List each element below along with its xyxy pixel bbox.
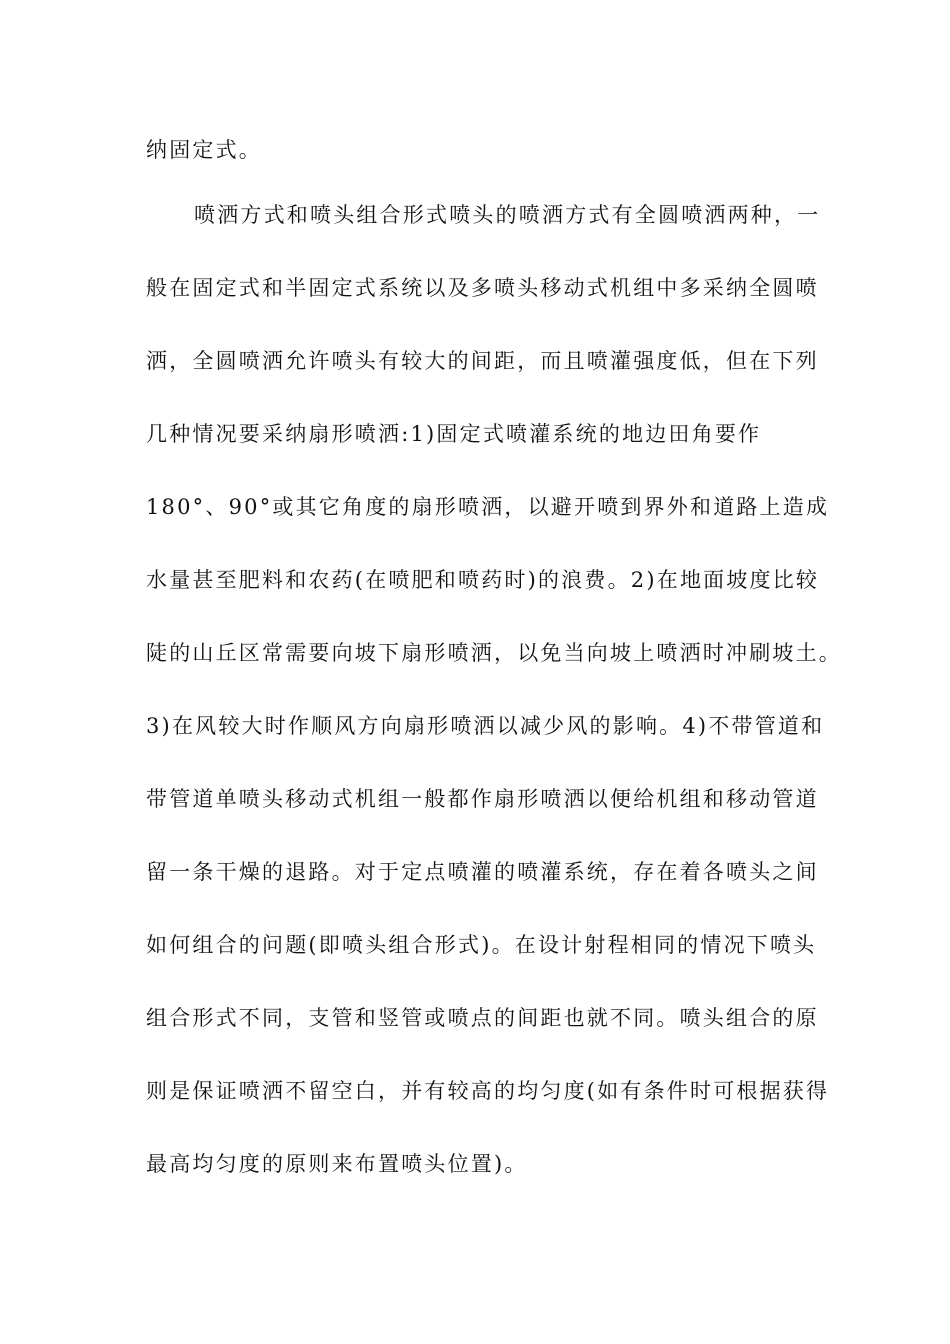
- text-line: 组合形式不同，支管和竖管或喷点的间距也就不同。喷头组合的原: [146, 1006, 819, 1030]
- text-line: 般在固定式和半固定式系统以及多喷头移动式机组中多采纳全圆喷: [146, 276, 819, 300]
- text-line: 如何组合的问题(即喷头组合形式)。在设计射程相同的情况下喷头: [146, 933, 817, 957]
- text-line: 留一条干燥的退路。对于定点喷灌的喷灌系统，存在着各喷头之间: [146, 860, 819, 884]
- text-line: 水量甚至肥料和农药(在喷肥和喷药时)的浪费。2)在地面坡度比较: [146, 568, 820, 592]
- text-line: 几种情况要采纳扇形喷洒:1)固定式喷灌系统的地边田角要作: [146, 422, 762, 446]
- text-line: 3)在风较大时作顺风方向扇形喷洒以减少风的影响。4)不带管道和: [146, 714, 825, 738]
- text-line: 陡的山丘区常需要向坡下扇形喷洒，以免当向坡上喷洒时冲刷坡土。: [146, 641, 842, 665]
- text-line: 180°、90°或其它角度的扇形喷洒，以避开喷到界外和道路上造成: [146, 495, 830, 519]
- text-line: 带管道单喷头移动式机组一般都作扇形喷洒以便给机组和移动管道: [146, 787, 819, 811]
- text-line: 纳固定式。: [146, 138, 262, 162]
- text-line: 洒，全圆喷洒允许喷头有较大的间距，而且喷灌强度低，但在下列: [146, 349, 819, 373]
- text-line: 则是保证喷洒不留空白，并有较高的均匀度(如有条件时可根据获得: [146, 1079, 830, 1103]
- text-line: 最高均匀度的原则来布置喷头位置)。: [146, 1152, 528, 1176]
- paragraph-first-line: 喷洒方式和喷头组合形式喷头的喷洒方式有全圆喷洒两种，一: [194, 203, 821, 227]
